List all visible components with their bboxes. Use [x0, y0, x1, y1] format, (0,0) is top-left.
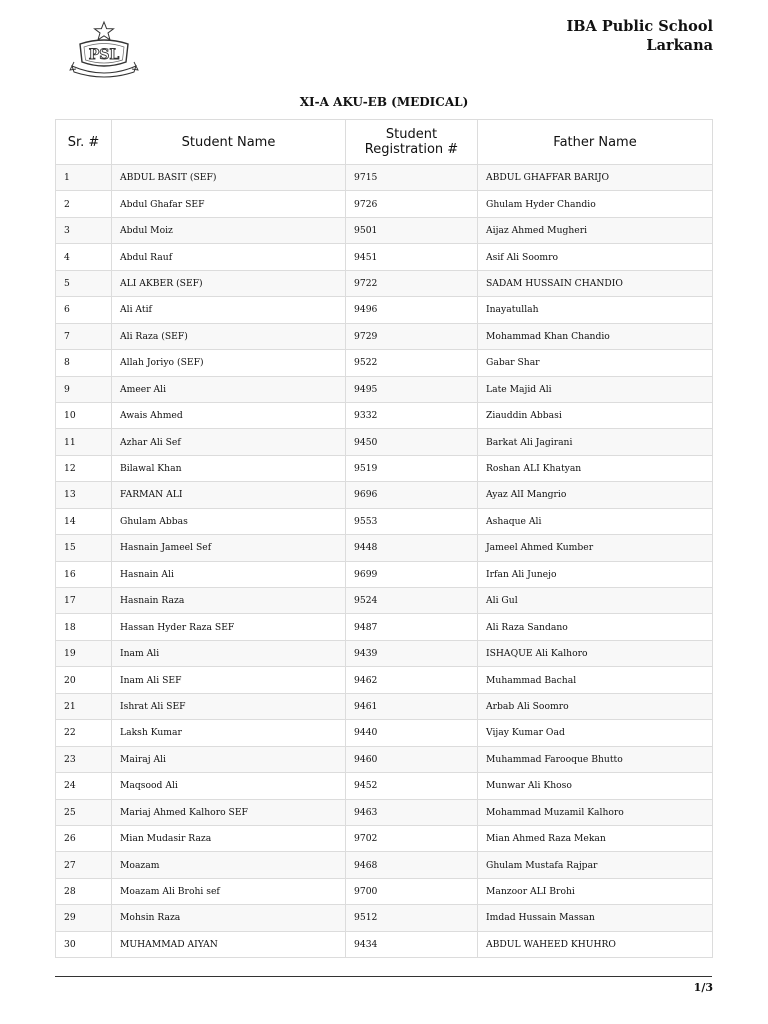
cell-student-name: Maqsood Ali — [112, 773, 346, 799]
cell-father-name: Ashaque Ali — [478, 508, 713, 534]
footer-divider — [55, 976, 712, 977]
cell-registration: 9451 — [346, 244, 478, 270]
cell-registration: 9722 — [346, 270, 478, 296]
cell-serial: 7 — [56, 323, 112, 349]
cell-father-name: Ghulam Hyder Chandio — [478, 191, 713, 217]
cell-registration: 9496 — [346, 297, 478, 323]
table-row — [56, 693, 713, 719]
cell-student-name: Abdul Moiz — [112, 217, 346, 243]
cell-registration: 9463 — [346, 799, 478, 825]
column-header-serial: Sr. # — [56, 120, 112, 165]
cell-serial: 26 — [56, 825, 112, 851]
cell-father-name: Gabar Shar — [478, 350, 713, 376]
table-row — [56, 720, 713, 746]
cell-registration: 9726 — [346, 191, 478, 217]
cell-father-name: Late Majid Ali — [478, 376, 713, 402]
table-row — [56, 455, 713, 481]
cell-student-name: Ali Atif — [112, 297, 346, 323]
cell-registration: 9501 — [346, 217, 478, 243]
cell-student-name: Hasnain Ali — [112, 561, 346, 587]
cell-father-name: ISHAQUE Ali Kalhoro — [478, 640, 713, 666]
cell-student-name: Mohsin Raza — [112, 905, 346, 931]
cell-student-name: Abdul Ghafar SEF — [112, 191, 346, 217]
cell-registration: 9512 — [346, 905, 478, 931]
cell-registration: 9495 — [346, 376, 478, 402]
table-row — [56, 402, 713, 428]
cell-father-name: SADAM HUSSAIN CHANDIO — [478, 270, 713, 296]
cell-father-name: Ziauddin Abbasi — [478, 402, 713, 428]
cell-student-name: MUHAMMAD AIYAN — [112, 931, 346, 957]
cell-father-name: Jameel Ahmed Kumber — [478, 535, 713, 561]
cell-registration: 9460 — [346, 746, 478, 772]
cell-father-name: Munwar Ali Khoso — [478, 773, 713, 799]
cell-registration: 9452 — [346, 773, 478, 799]
cell-student-name: Inam Ali SEF — [112, 667, 346, 693]
cell-father-name: Ali Gul — [478, 588, 713, 614]
cell-serial: 8 — [56, 350, 112, 376]
cell-student-name: Moazam — [112, 852, 346, 878]
cell-registration: 9519 — [346, 455, 478, 481]
table-row — [56, 217, 713, 243]
cell-registration: 9434 — [346, 931, 478, 957]
table-row — [56, 746, 713, 772]
table-row — [56, 588, 713, 614]
cell-serial: 4 — [56, 244, 112, 270]
cell-father-name: Ali Raza Sandano — [478, 614, 713, 640]
cell-registration: 9729 — [346, 323, 478, 349]
document-title: XI-A AKU-EB (MEDICAL) — [299, 95, 469, 109]
cell-father-name: Imdad Hussain Massan — [478, 905, 713, 931]
cell-registration: 9702 — [346, 825, 478, 851]
table-row — [56, 508, 713, 534]
table-row — [56, 482, 713, 508]
cell-serial: 30 — [56, 931, 112, 957]
cell-student-name: Awais Ahmed — [112, 402, 346, 428]
cell-serial: 27 — [56, 852, 112, 878]
cell-serial: 21 — [56, 693, 112, 719]
cell-registration: 9522 — [346, 350, 478, 376]
cell-father-name: Roshan ALI Khatyan — [478, 455, 713, 481]
table-row — [56, 905, 713, 931]
table-row — [56, 667, 713, 693]
cell-student-name: Hasnain Jameel Sef — [112, 535, 346, 561]
table-row — [56, 640, 713, 666]
table-row — [56, 825, 713, 851]
cell-serial: 12 — [56, 455, 112, 481]
cell-registration: 9699 — [346, 561, 478, 587]
cell-father-name: Arbab Ali Soomro — [478, 693, 713, 719]
column-header-father-name: Father Name — [478, 120, 713, 165]
cell-student-name: Ghulam Abbas — [112, 508, 346, 534]
cell-father-name: Vijay Kumar Oad — [478, 720, 713, 746]
cell-serial: 1 — [56, 165, 112, 191]
cell-student-name: Ali Raza (SEF) — [112, 323, 346, 349]
cell-father-name: ABDUL GHAFFAR BARIJO — [478, 165, 713, 191]
cell-serial: 11 — [56, 429, 112, 455]
cell-registration: 9450 — [346, 429, 478, 455]
cell-serial: 3 — [56, 217, 112, 243]
column-header-registration: Student Registration # — [346, 120, 478, 165]
cell-student-name: Mian Mudasir Raza — [112, 825, 346, 851]
cell-father-name: Muhammad Farooque Bhutto — [478, 746, 713, 772]
cell-father-name: Asif Ali Soomro — [478, 244, 713, 270]
school-city: Larkana — [646, 37, 713, 54]
cell-serial: 6 — [56, 297, 112, 323]
table-row — [56, 561, 713, 587]
column-header-student-name: Student Name — [112, 120, 346, 165]
cell-serial: 2 — [56, 191, 112, 217]
cell-serial: 14 — [56, 508, 112, 534]
table-row — [56, 878, 713, 904]
cell-registration: 9461 — [346, 693, 478, 719]
cell-father-name: Ghulam Mustafa Rajpar — [478, 852, 713, 878]
cell-father-name: Manzoor ALI Brohi — [478, 878, 713, 904]
school-logo — [68, 20, 140, 80]
cell-student-name: FARMAN ALI — [112, 482, 346, 508]
table-header-row — [56, 120, 713, 165]
table-row — [56, 931, 713, 957]
table-row — [56, 799, 713, 825]
cell-student-name: Laksh Kumar — [112, 720, 346, 746]
cell-serial: 25 — [56, 799, 112, 825]
cell-student-name: ABDUL BASIT (SEF) — [112, 165, 346, 191]
cell-registration: 9332 — [346, 402, 478, 428]
cell-student-name: Ameer Ali — [112, 376, 346, 402]
cell-student-name: Moazam Ali Brohi sef — [112, 878, 346, 904]
cell-serial: 5 — [56, 270, 112, 296]
cell-serial: 20 — [56, 667, 112, 693]
table-row — [56, 323, 713, 349]
cell-registration: 9439 — [346, 640, 478, 666]
table-row — [56, 614, 713, 640]
cell-father-name: Mian Ahmed Raza Mekan — [478, 825, 713, 851]
cell-serial: 16 — [56, 561, 112, 587]
cell-father-name: Muhammad Bachal — [478, 667, 713, 693]
school-name: IBA Public School — [566, 18, 713, 35]
cell-serial: 24 — [56, 773, 112, 799]
cell-student-name: Allah Joriyo (SEF) — [112, 350, 346, 376]
cell-serial: 10 — [56, 402, 112, 428]
cell-registration: 9696 — [346, 482, 478, 508]
cell-father-name: Aijaz Ahmed Mugheri — [478, 217, 713, 243]
cell-serial: 22 — [56, 720, 112, 746]
table-row — [56, 376, 713, 402]
table-row — [56, 535, 713, 561]
table-row — [56, 244, 713, 270]
cell-student-name: Bilawal Khan — [112, 455, 346, 481]
table-row — [56, 191, 713, 217]
cell-registration: 9487 — [346, 614, 478, 640]
table-row — [56, 852, 713, 878]
cell-registration: 9553 — [346, 508, 478, 534]
table-body — [56, 165, 713, 958]
page-number: 1/3 — [693, 981, 713, 994]
cell-registration: 9700 — [346, 878, 478, 904]
cell-student-name: Mairaj Ali — [112, 746, 346, 772]
cell-serial: 23 — [56, 746, 112, 772]
cell-student-name: Hasnain Raza — [112, 588, 346, 614]
school-header — [566, 17, 713, 55]
table-row — [56, 270, 713, 296]
cell-serial: 18 — [56, 614, 112, 640]
cell-serial: 29 — [56, 905, 112, 931]
cell-father-name: Mohammad Muzamil Kalhoro — [478, 799, 713, 825]
cell-father-name: ABDUL WAHEED KHUHRO — [478, 931, 713, 957]
cell-student-name: Hassan Hyder Raza SEF — [112, 614, 346, 640]
logo-lettering: PSL — [88, 47, 120, 63]
cell-registration: 9462 — [346, 667, 478, 693]
cell-registration: 9440 — [346, 720, 478, 746]
table-row — [56, 773, 713, 799]
cell-father-name: Ayaz AlI Mangrio — [478, 482, 713, 508]
cell-student-name: Mariaj Ahmed Kalhoro SEF — [112, 799, 346, 825]
cell-father-name: Inayatullah — [478, 297, 713, 323]
star-crest-icon — [68, 20, 140, 80]
cell-registration: 9448 — [346, 535, 478, 561]
table-row — [56, 297, 713, 323]
table-row — [56, 165, 713, 191]
cell-student-name: Abdul Rauf — [112, 244, 346, 270]
cell-student-name: ALI AKBER (SEF) — [112, 270, 346, 296]
cell-serial: 19 — [56, 640, 112, 666]
cell-serial: 17 — [56, 588, 112, 614]
cell-registration: 9715 — [346, 165, 478, 191]
cell-serial: 9 — [56, 376, 112, 402]
cell-father-name: Irfan Ali Junejo — [478, 561, 713, 587]
cell-registration: 9468 — [346, 852, 478, 878]
table-row — [56, 350, 713, 376]
cell-father-name: Mohammad Khan Chandio — [478, 323, 713, 349]
cell-serial: 13 — [56, 482, 112, 508]
cell-registration: 9524 — [346, 588, 478, 614]
cell-student-name: Azhar Ali Sef — [112, 429, 346, 455]
table-row — [56, 429, 713, 455]
cell-student-name: Ishrat Ali SEF — [112, 693, 346, 719]
student-roster-table — [55, 119, 713, 958]
cell-father-name: Barkat Ali Jagirani — [478, 429, 713, 455]
cell-serial: 15 — [56, 535, 112, 561]
cell-serial: 28 — [56, 878, 112, 904]
cell-student-name: Inam Ali — [112, 640, 346, 666]
